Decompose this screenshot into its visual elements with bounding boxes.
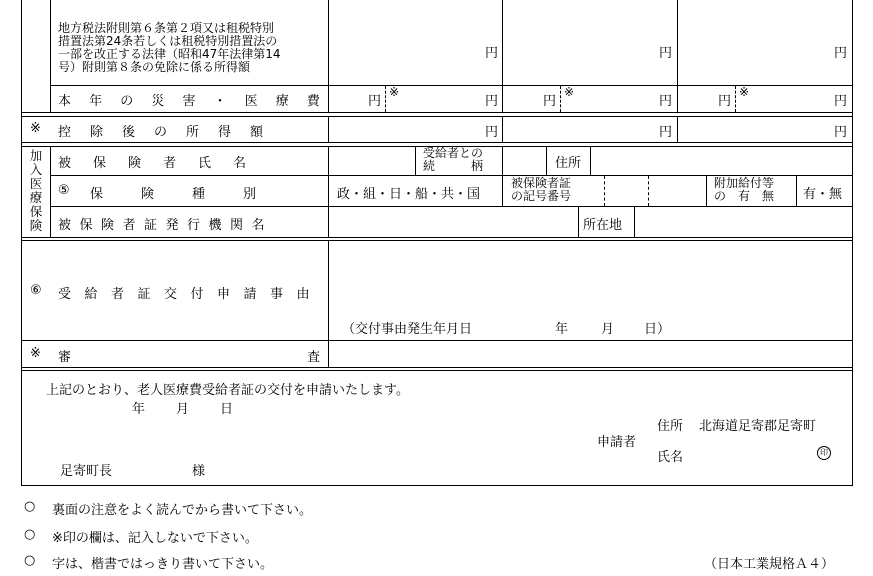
- insured-name-field[interactable]: [331, 148, 413, 174]
- declaration-text: 上記のとおり、老人医療費受給者証の交付を申請いたします。: [46, 383, 409, 398]
- location-label: 所在地: [583, 218, 623, 233]
- circle-6-mark: ⑥: [30, 283, 42, 298]
- declaration-month: 月: [176, 402, 190, 417]
- reason-label: 受給者証交付申請事由: [58, 287, 324, 302]
- issuer-label: 被保険者証発行機関名: [58, 218, 274, 233]
- note-bullet: ○: [24, 553, 36, 568]
- kome-mark: ※: [564, 85, 575, 99]
- reason-field[interactable]: [331, 242, 850, 312]
- location-field[interactable]: [636, 208, 850, 236]
- yen-unit: 円: [485, 125, 499, 140]
- paper-standard: （日本工業規格Ａ４）: [704, 557, 835, 572]
- insurance-type-options[interactable]: 政・組・日・船・共・国: [337, 187, 481, 202]
- yen-unit: 円: [543, 94, 557, 109]
- income-exempt-amount-2[interactable]: [505, 20, 675, 84]
- insurance-type-label: 保険種別: [90, 187, 295, 202]
- reason-year: 年: [555, 322, 569, 337]
- yen-unit: 円: [718, 94, 732, 109]
- income-exempt-label: 地方税法附則第６条第２項又は租税特別 措置法第24条若しくは租税特別措置法の 一部を改正する法律（昭和47年法律第14 号）附則第８条の免除に係る所得額: [58, 21, 281, 74]
- address-label: 住所: [555, 156, 582, 171]
- note-bullet: ○: [24, 527, 36, 542]
- circle-5-mark: ⑤: [58, 183, 70, 198]
- after-deduction-label: 控除後の所得額: [58, 125, 283, 140]
- yen-unit: 円: [659, 94, 673, 109]
- yes-no-options[interactable]: 有・無: [803, 187, 843, 202]
- relationship-label: 受給者との 続 柄: [423, 146, 484, 173]
- applicant-address-label: 住所: [657, 419, 684, 434]
- income-exempt-amount-3[interactable]: [680, 20, 850, 84]
- kome-mark: ※: [30, 121, 41, 136]
- seal-icon: 印: [817, 446, 831, 460]
- kome-mark: ※: [30, 346, 41, 361]
- declaration-year: 年: [132, 402, 146, 417]
- applicant-name-field[interactable]: [695, 442, 810, 464]
- issuer-field[interactable]: [331, 208, 576, 236]
- relationship-field[interactable]: [504, 148, 544, 174]
- disaster-medical-label: 本 年 の 災 害 ・ 医 療 費: [58, 94, 320, 109]
- yen-unit: 円: [485, 46, 499, 61]
- reason-month: 月: [601, 322, 615, 337]
- insured-address-field[interactable]: [592, 148, 850, 174]
- mayor-label: 足寄町長: [60, 464, 113, 479]
- card-symbol-label: 被保険者証 の記号番号: [511, 176, 572, 203]
- applicant-label: 申請者: [597, 435, 637, 450]
- applicant-address-value[interactable]: 北海道足寄郡足寄町: [699, 419, 817, 434]
- yen-unit: 円: [834, 125, 848, 140]
- declaration-day: 日: [220, 402, 234, 417]
- income-exempt-amount-1[interactable]: [331, 20, 501, 84]
- kome-mark: ※: [739, 85, 750, 99]
- applicant-name-label: 氏名: [657, 450, 684, 465]
- review-label: 審 査: [58, 350, 320, 365]
- insured-name-label: 被保険者氏名: [58, 156, 269, 171]
- reason-date-label: （交付事由発生年月日: [342, 322, 473, 337]
- yen-unit: 円: [659, 125, 673, 140]
- note-text: ※印の欄は、記入しないで下さい。: [52, 531, 258, 546]
- extra-benefit-label: 附加給付等 の 有 無: [714, 176, 775, 203]
- note-text: 字は、楷書ではっきり書いて下さい。: [52, 557, 274, 572]
- yen-unit: 円: [485, 94, 499, 109]
- kome-mark: ※: [389, 85, 400, 99]
- yen-unit: 円: [368, 94, 382, 109]
- note-bullet: ○: [24, 499, 36, 514]
- note-text: 裏面の注意をよく読んでから書いて下さい。: [52, 503, 313, 518]
- yen-unit: 円: [834, 46, 848, 61]
- sama-label: 様: [192, 464, 206, 479]
- yen-unit: 円: [659, 46, 673, 61]
- yen-unit: 円: [834, 94, 848, 109]
- reason-day: 日）: [644, 322, 671, 337]
- card-number-field[interactable]: [606, 178, 704, 204]
